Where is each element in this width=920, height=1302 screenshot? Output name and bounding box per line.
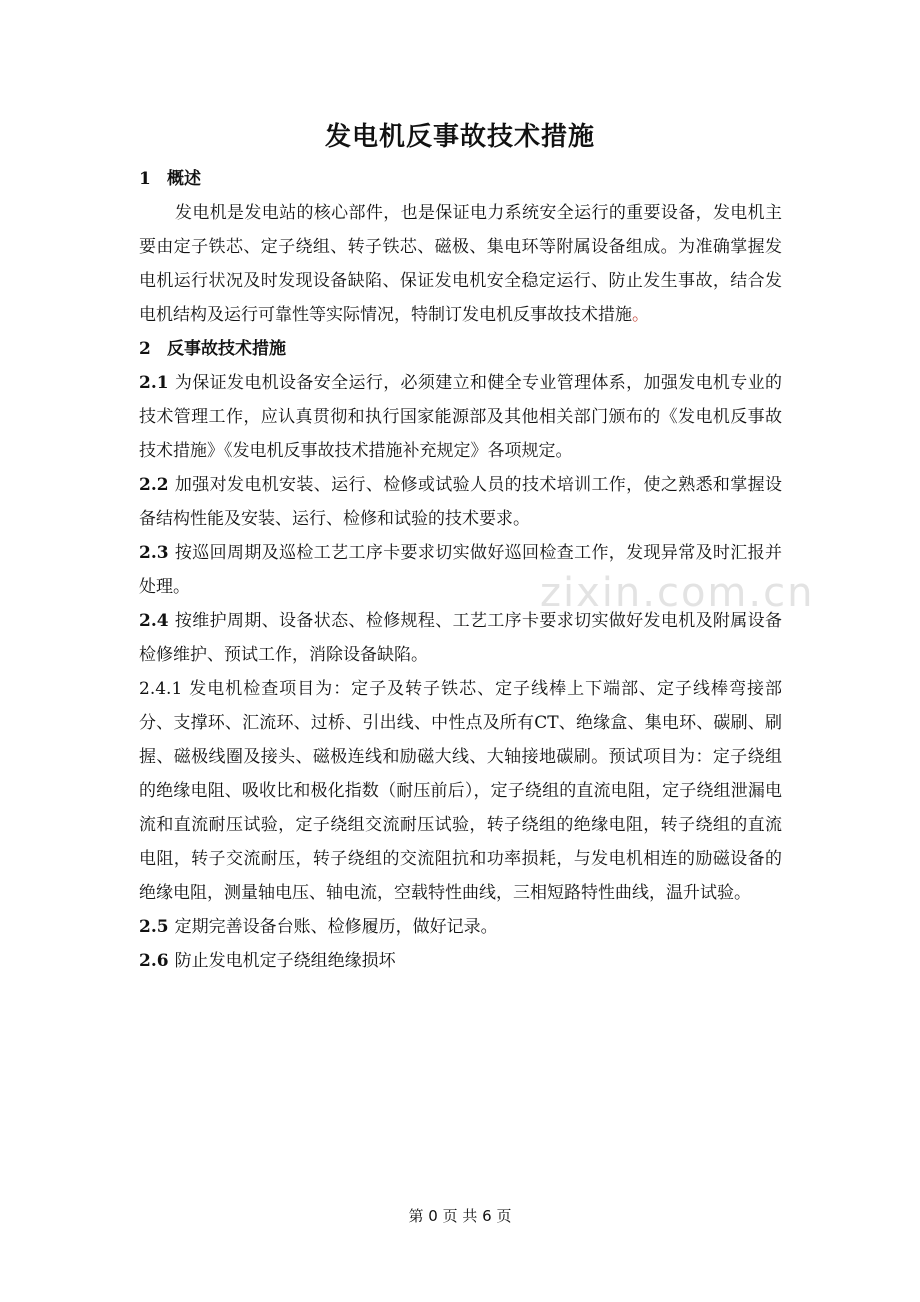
clause-number: 2.6 bbox=[139, 951, 169, 971]
page-footer: 第 0 页 共 6 页 bbox=[408, 1207, 512, 1225]
paragraph-overview bbox=[139, 196, 782, 332]
section-title: 反事故技术措施 bbox=[167, 339, 286, 359]
clause-2-4 bbox=[139, 604, 782, 672]
clause-2-4-1 bbox=[139, 672, 782, 910]
clause-text: 定期完善设备台账、检修履历，做好记录。 bbox=[174, 917, 498, 937]
clause-text: 防止发电机定子绕组绝缘损坏 bbox=[174, 951, 396, 971]
clause-text: 为保证发电机设备安全运行，必须建立和健全专业管理体系，加强发电机专业的技术管理工作，应认真贯彻和执行国家能源部及其他相关部门颁布的《发电机反事故技术措施》《发电机反事故技术措施补充规定》各项规定。 bbox=[139, 373, 782, 461]
section-heading-1 bbox=[139, 162, 782, 196]
clause-2-1 bbox=[139, 366, 782, 468]
section-heading-2 bbox=[139, 332, 782, 366]
clause-number: 2.2 bbox=[139, 475, 169, 495]
section-number: 2 bbox=[139, 339, 151, 359]
watermark: zixin.com.cn bbox=[540, 570, 815, 616]
paragraph-end-mark: 。 bbox=[632, 305, 649, 325]
clause-text: 按维护周期、设备状态、检修规程、工艺工序卡要求切实做好发电机及附属设备检修维护、预试工作，消除设备缺陷。 bbox=[139, 611, 782, 665]
paragraph-text: 发电机是发电站的核心部件，也是保证电力系统安全运行的重要设备，发电机主要由定子铁芯、定子绕组、转子铁芯、磁极、集电环等附属设备组成。为准确掌握发电机运行状况及时发现设备缺陷、保证发电机安全稳定运行、防止发生事故，结合发电机结构及运行可靠性等实际情况，特制订发电机反事故技术措施 bbox=[139, 203, 782, 325]
clause-2-6 bbox=[139, 944, 782, 978]
clause-number: 2.1 bbox=[139, 373, 169, 393]
clause-number: 2.4.1 bbox=[139, 679, 183, 699]
clause-text: 按巡回周期及巡检工艺工序卡要求切实做好巡回检查工作，发现异常及时汇报并处理。 bbox=[139, 543, 782, 597]
clause-number: 2.3 bbox=[139, 543, 169, 563]
document-title: 发电机反事故技术措施 bbox=[324, 122, 595, 152]
clause-text: 发电机检查项目为：定子及转子铁芯、定子线棒上下端部、定子线棒弯接部分、支撑环、汇流环、过桥、引出线、中性点及所有CT、绝缘盒、集电环、碳刷、刷握、磁极线圈及接头、磁极连线和励磁大线、大轴接地碳刷。预试项目为：定子绕组的绝缘电阻、吸收比和极化指数（耐压前后），定子绕组的直流电阻，定子绕组泄漏电流和直流耐压试验，定子绕组交流耐压试验，转子绕组的绝缘电阻，转子绕组的直流电阻，转子交流耐压，转子绕组的交流阻抗和功率损耗，与发电机相连的励磁设备的绝缘电阻，测量轴电压、轴电流，空载特性曲线，三相短路特性曲线，温升试验。 bbox=[139, 679, 782, 903]
section-number: 1 bbox=[139, 169, 151, 189]
document-body bbox=[139, 162, 782, 978]
clause-2-5 bbox=[139, 910, 782, 944]
clause-text: 加强对发电机安装、运行、检修或试验人员的技术培训工作，使之熟悉和掌握设备结构性能及安装、运行、检修和试验的技术要求。 bbox=[139, 475, 782, 529]
clause-2-2 bbox=[139, 468, 782, 536]
clause-2-3 bbox=[139, 536, 782, 604]
clause-number: 2.4 bbox=[139, 611, 169, 631]
clause-number: 2.5 bbox=[139, 917, 169, 937]
section-title: 概述 bbox=[167, 169, 201, 189]
